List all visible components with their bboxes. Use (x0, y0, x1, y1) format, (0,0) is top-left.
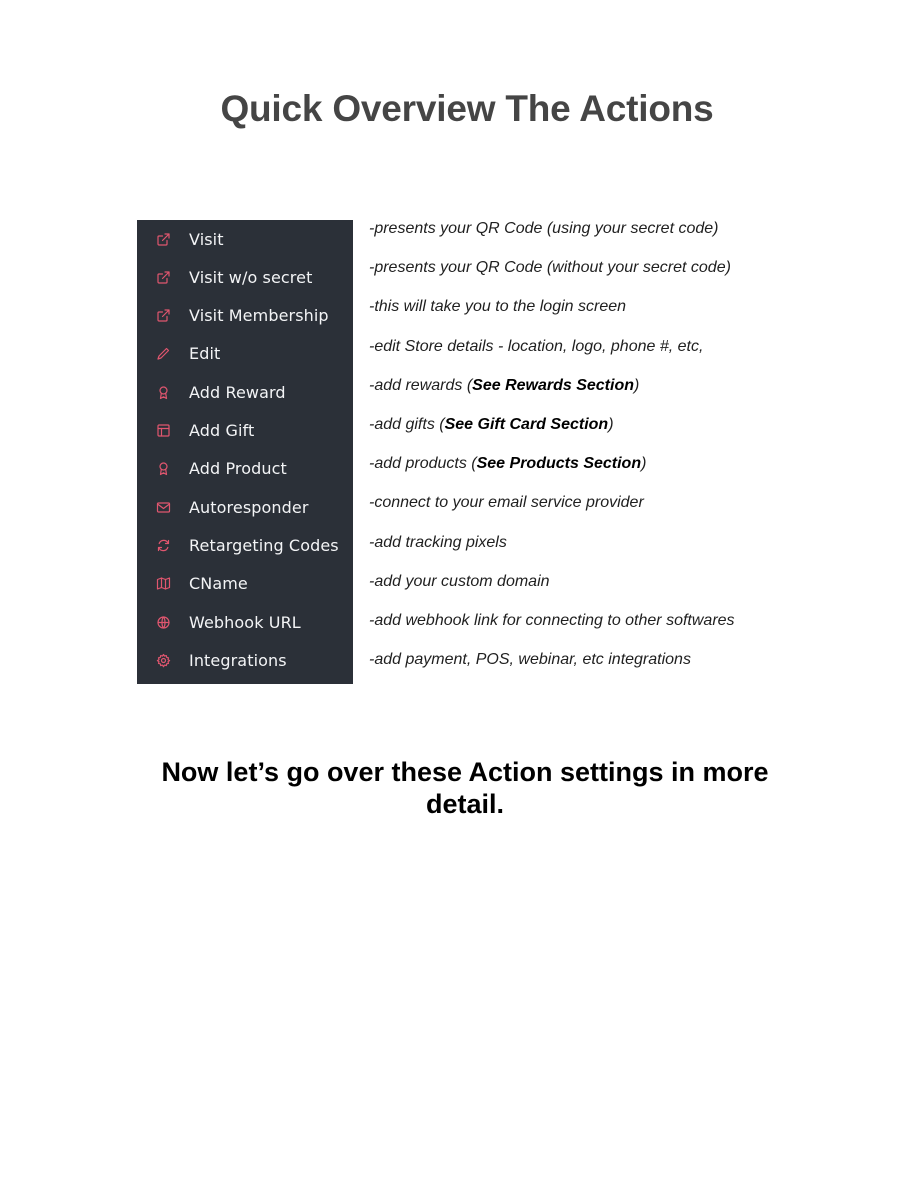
menu-item-cname[interactable] (137, 565, 353, 603)
menu-item-visit-membership[interactable] (137, 297, 353, 335)
external-link-icon (156, 270, 171, 285)
menu-item-label: Integrations (189, 650, 287, 670)
award-icon (156, 461, 171, 476)
pencil-icon (156, 346, 171, 361)
action-description (369, 415, 614, 435)
description-text: -add gifts ( (369, 416, 445, 433)
action-description (369, 376, 639, 396)
menu-item-webhook-url[interactable] (137, 603, 353, 641)
globe-icon (156, 615, 171, 630)
action-description: -add your custom domain (369, 572, 550, 590)
action-description: -presents your QR Code (without your secret code) (369, 259, 731, 277)
refresh-icon (156, 538, 171, 553)
menu-item-label: Add Reward (189, 382, 286, 402)
menu-item-visit-w-o-secret[interactable] (137, 258, 353, 296)
section-reference: See Gift Card Section (444, 416, 609, 433)
gear-icon (156, 653, 171, 668)
actions-menu (137, 220, 353, 684)
menu-item-label: Retargeting Codes (189, 535, 339, 555)
menu-item-edit[interactable] (137, 335, 353, 373)
action-description: -presents your QR Code (using your secret code) (369, 220, 719, 237)
menu-item-label: Visit (189, 229, 224, 249)
menu-item-label: Visit Membership (189, 306, 329, 326)
action-description: -edit Store details - location, logo, phone #, etc, (369, 337, 704, 355)
layout-icon (156, 423, 171, 438)
menu-item-integrations[interactable] (137, 641, 353, 679)
description-text: -add rewards ( (369, 376, 473, 394)
menu-item-add-reward[interactable] (137, 373, 353, 411)
menu-item-retargeting-codes[interactable] (137, 526, 353, 564)
action-description: -this will take you to the login screen (369, 298, 627, 316)
action-description: -add payment, POS, webinar, etc integrations (369, 651, 691, 669)
description-text: ) (634, 376, 640, 394)
closing-text: Now let’s go over these Action settings in more detail. (161, 757, 769, 819)
page-title: Quick Overview The Actions (220, 88, 714, 129)
action-description (369, 454, 646, 474)
menu-item-add-gift[interactable] (137, 412, 353, 450)
action-description: -add webhook link for connecting to other softwares (369, 612, 735, 629)
menu-item-autoresponder[interactable] (137, 488, 353, 526)
section-reference: See Products Section (476, 455, 642, 473)
menu-item-label: Edit (189, 344, 221, 364)
menu-item-visit[interactable] (137, 220, 353, 258)
menu-item-label: Autoresponder (189, 497, 309, 517)
mail-icon (156, 500, 171, 515)
action-description: -add tracking pixels (369, 533, 507, 551)
menu-item-label: Add Product (189, 459, 287, 479)
description-text: ) (608, 416, 614, 433)
action-description: -connect to your email service provider (369, 494, 644, 512)
menu-item-label: CName (189, 574, 248, 594)
menu-item-label: Webhook URL (189, 612, 301, 632)
external-link-icon (156, 232, 171, 247)
external-link-icon (156, 308, 171, 323)
map-icon (156, 576, 171, 591)
description-text: -add products ( (369, 455, 477, 473)
menu-item-add-product[interactable] (137, 450, 353, 488)
menu-item-label: Visit w/o secret (189, 267, 313, 287)
description-text: ) (641, 455, 647, 473)
award-icon (156, 385, 171, 400)
section-reference: See Rewards Section (472, 376, 634, 394)
menu-item-label: Add Gift (189, 421, 255, 440)
